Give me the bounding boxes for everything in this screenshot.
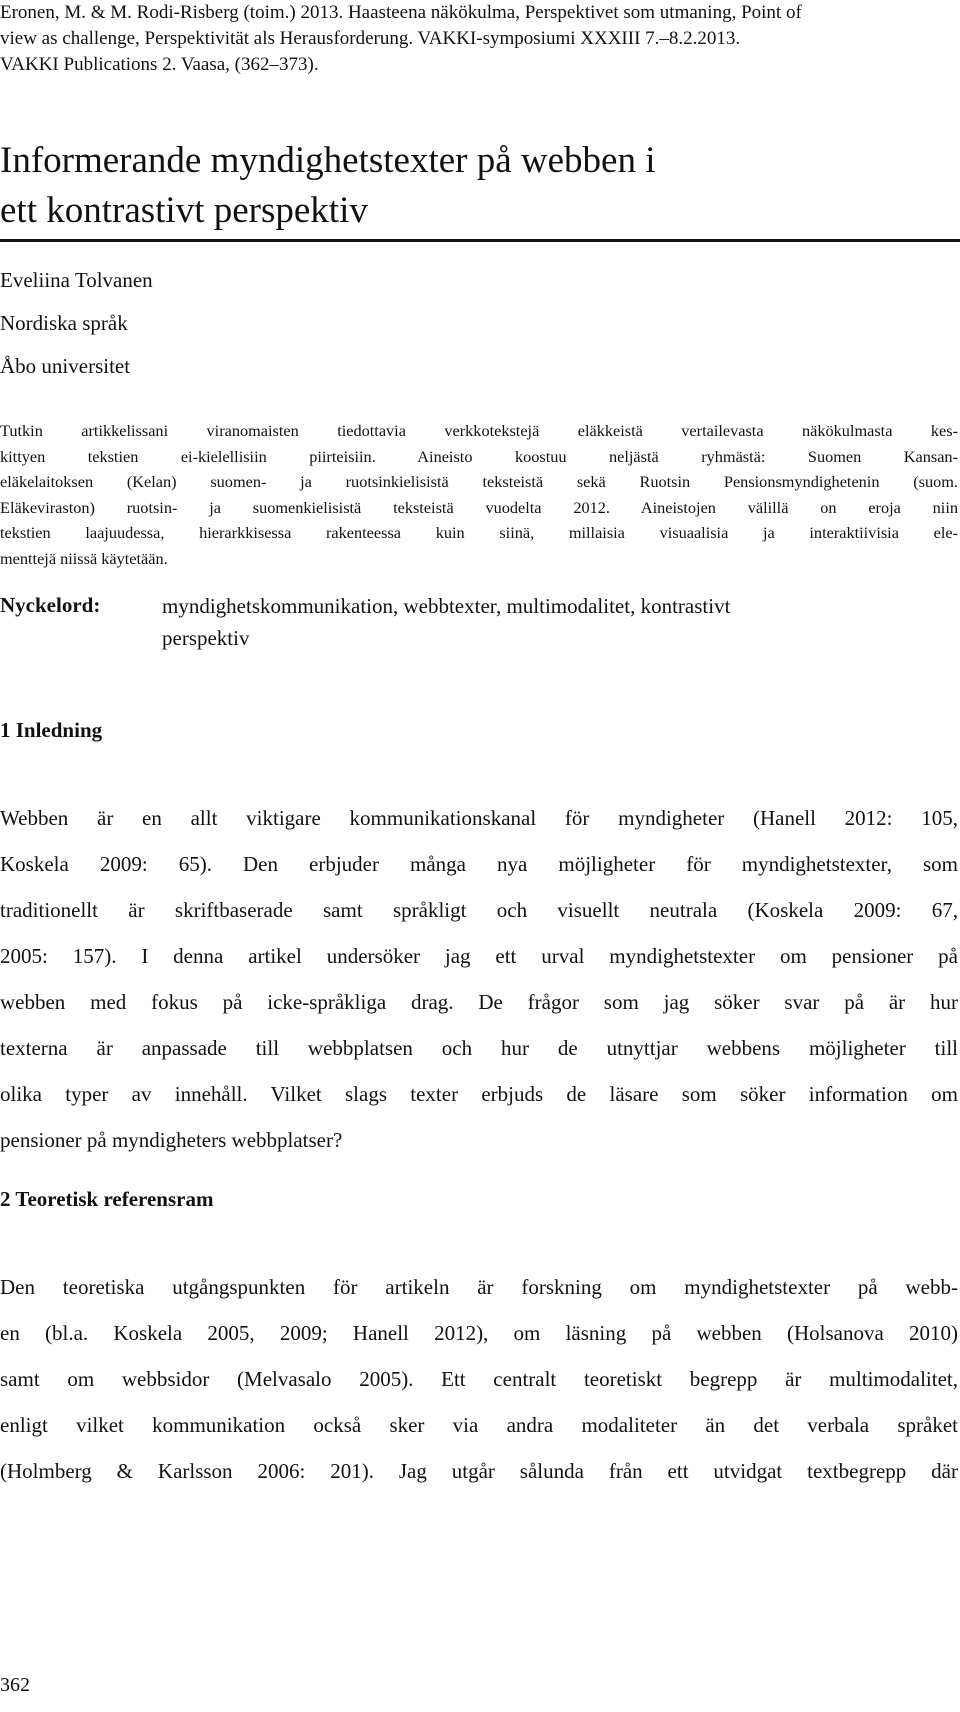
paragraph-line: olika typer av innehåll. Vilket slags texter erbjuds de läsare som söker information om [0,1082,958,1106]
paragraph-line: en (bl.a. Koskela 2005, 2009; Hanell 2012), om läsning på webben (Holsanova 2010) [0,1321,958,1345]
abstract-line: Tutkin artikkelissani viranomaisten tiedottavia verkkotekstejä eläkkeistä vertailevasta näkökulmasta kes- [0,421,958,440]
section-heading-referensram: 2 Teoretisk referensram [0,1187,214,1211]
paragraph-line: (Holmberg & Karlsson 2006: 201). Jag utgår sålunda från ett utvidgat textbegrepp där [0,1459,958,1483]
section-paragraph-inledning [0,795,958,1163]
abstract-line: eläkelaitoksen (Kelan) suomen- ja ruotsinkielisistä teksteistä sekä Ruotsin Pensionsmyndighetenin (suom. [0,472,958,491]
keywords-list [162,590,862,654]
paragraph-line: 2005: 157). I denna artikel undersöker jag ett urval myndighetstexter om pensioner på [0,944,958,968]
author-university: Åbo universitet [0,354,131,378]
citation-line: VAKKI Publications 2. Vaasa, (362–373). [0,54,319,75]
abstract-line: kittyen tekstien ei-kielellisiin piirteisiin. Aineisto koostuu neljästä ryhmästä: Suomen Kansan- [0,446,958,466]
abstract-line: tekstien laajuudessa, hierarkkisessa rakenteessa kuin siinä, millaisia visuaalisia ja interaktiivisia ele- [0,523,958,542]
paragraph-line: traditionellt är skriftbaserade samt språkligt och visuellt neutrala (Koskela 2009: 67, [0,898,958,922]
paragraph-line: webben med fokus på icke-språkliga drag. De frågor som jag söker svar på är hur [0,990,958,1014]
title-line: Informerande myndighetstexter på webben i [0,140,656,181]
title-divider [0,239,960,242]
author-department: Nordiska språk [0,311,128,335]
article-title [0,136,950,236]
author-name: Eveliina Tolvanen [0,268,153,292]
paragraph-line: Webben är en allt viktigare kommunikationskanal för myndigheter (Hanell 2012: 105, [0,806,958,830]
section-paragraph-referensram [0,1264,958,1494]
paragraph-line: samt om webbsidor (Melvasalo 2005). Ett centralt teoretiskt begrepp är multimodalitet, [0,1367,958,1391]
abstract-line: menttejä niissä käytetään. [0,548,168,568]
citation-line: view as challenge, Perspektivität als Herausforderung. VAKKI-symposiumi XXXIII 7.–8.2.2013. [0,28,741,49]
keywords-line: perspektiv [162,626,250,650]
page-number: 362 [0,1674,30,1696]
paragraph-line: enligt vilket kommunikation också sker via andra modaliteter än det verbala språket [0,1413,958,1437]
section-heading-inledning: 1 Inledning [0,718,103,742]
paragraph-line: Den teoretiska utgångspunkten för artikeln är forskning om myndighetstexter på webb- [0,1275,958,1299]
keywords-label: Nyckelord: [0,593,101,617]
citation-line: Eronen, M. & M. Rodi-Risberg (toim.) 2013. Haasteena näkökulma, Perspektivet som utmaning, Point of [0,2,802,23]
paragraph-line: Koskela 2009: 65). Den erbjuder många nya möjligheter för myndighetstexter, som [0,852,958,876]
abstract [0,418,958,571]
paragraph-line: pensioner på myndigheters webbplatser? [0,1128,343,1152]
paragraph-line: texterna är anpassade till webbplatsen och hur de utnyttjar webbens möjligheter till [0,1036,958,1060]
citation-header [0,0,802,78]
abstract-line: Eläkeviraston) ruotsin- ja suomenkielisistä teksteistä vuodelta 2012. Aineistojen välillä on eroja niin [0,497,958,517]
keywords-line: myndighetskommunikation, webbtexter, multimodalitet, kontrastivt [162,594,731,618]
title-line: ett kontrastivt perspektiv [0,190,368,231]
